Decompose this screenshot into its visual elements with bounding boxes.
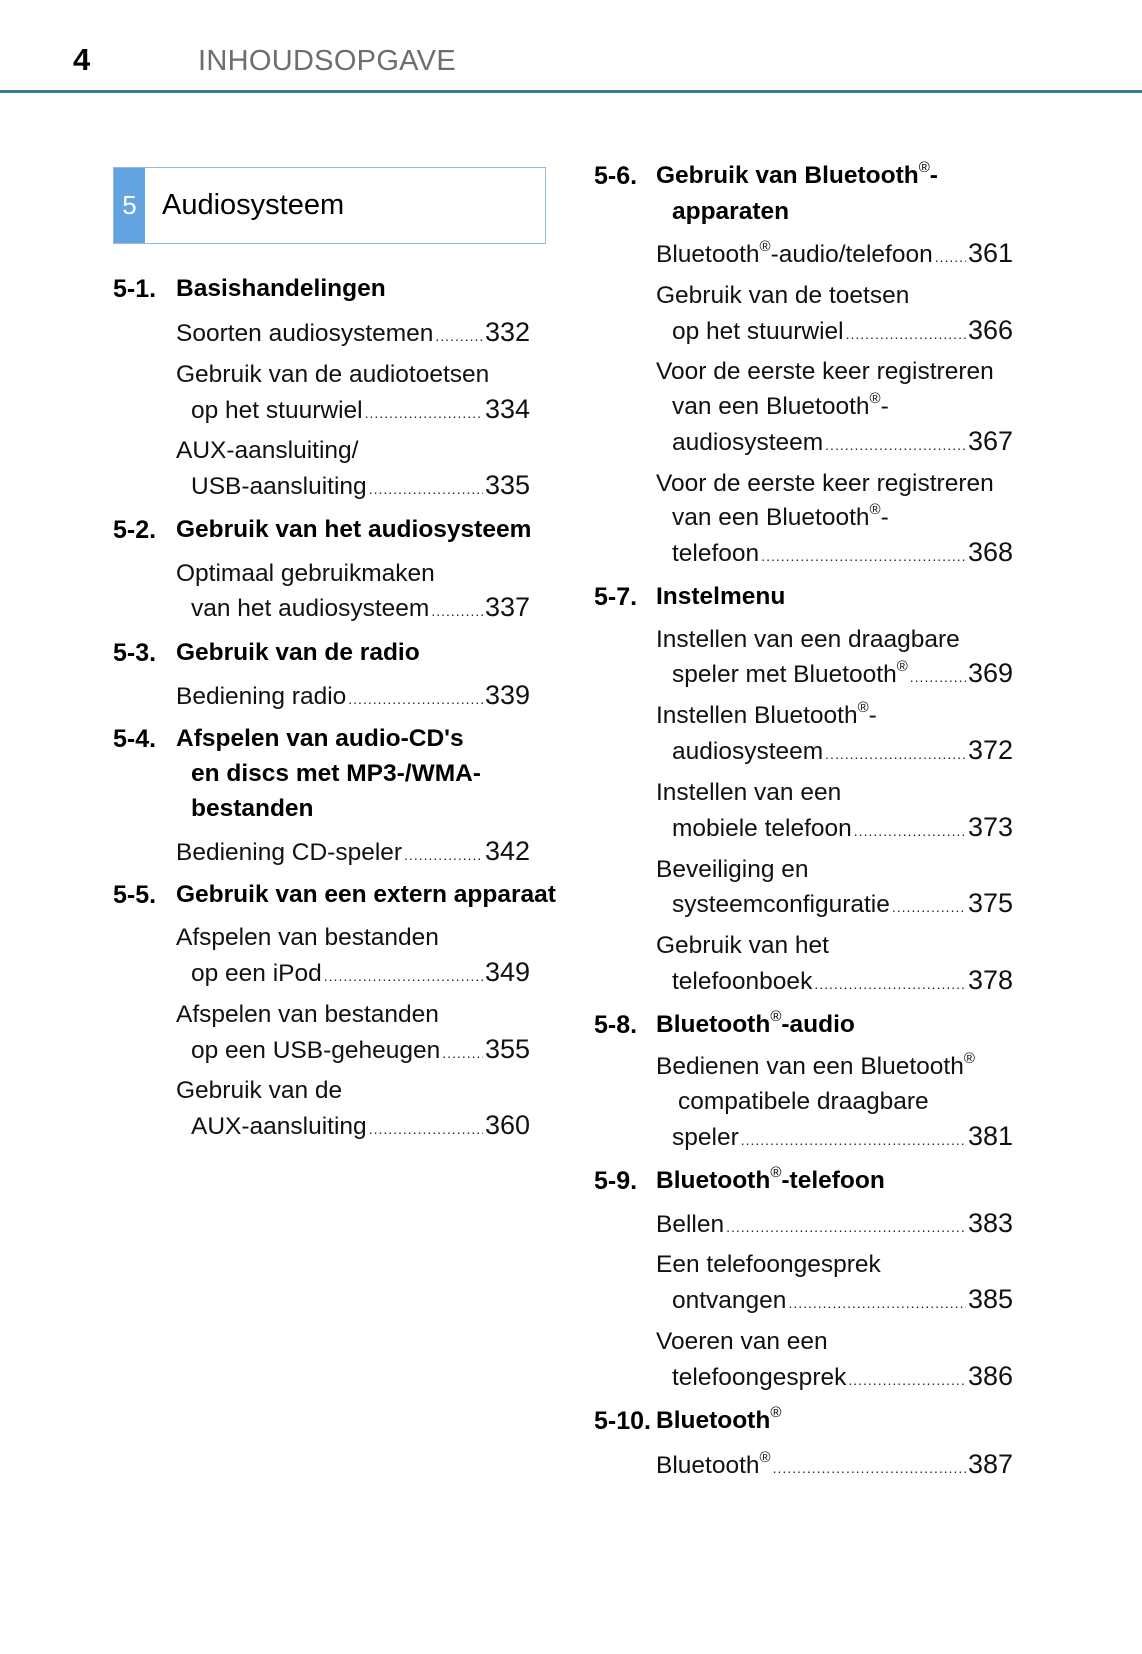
- toc-entry[interactable]: [176, 834, 530, 872]
- entry-text-continued: van een Bluetooth®-: [672, 501, 889, 531]
- entry-text: audiosysteem: [672, 429, 824, 456]
- entry-text: van het audiosysteem: [191, 595, 430, 622]
- leader-dots: [726, 1210, 966, 1244]
- header-rule: [0, 90, 1142, 93]
- entry-text: op het stuurwiel: [191, 397, 363, 424]
- entry-text: Bluetooth®: [656, 1449, 771, 1479]
- entry-text[interactable]: Voor de eerste keer registreren: [656, 470, 994, 497]
- section-number: 5-3.: [113, 639, 157, 667]
- title-text: Gebruik van Bluetooth: [656, 162, 919, 189]
- registered-mark: ®: [918, 159, 930, 176]
- entry-text[interactable]: Bedienen van een Bluetooth®: [656, 1050, 975, 1080]
- entry-text: ontvangen: [672, 1287, 787, 1314]
- section-number: 5-10.: [594, 1407, 651, 1435]
- page-ref: 372: [967, 735, 1013, 765]
- registered-mark: ®: [869, 501, 881, 518]
- toc-entry[interactable]: [672, 733, 1013, 771]
- page-ref: 385: [967, 1284, 1013, 1314]
- leader-dots: [741, 1123, 966, 1157]
- registered-mark: ®: [759, 1449, 771, 1466]
- entry-text[interactable]: Optimaal gebruikmaken: [176, 560, 435, 587]
- leader-dots: [825, 737, 966, 771]
- section-title[interactable]: Gebruik van een extern apparaat: [176, 881, 556, 908]
- leader-dots: [404, 838, 483, 872]
- entry-text[interactable]: Afspelen van bestanden: [176, 924, 439, 951]
- section-title-continued: en discs met MP3-/WMA-: [191, 760, 481, 787]
- chapter-heading-box: [113, 167, 546, 244]
- leader-dots: [442, 1036, 483, 1070]
- page-ref: 381: [967, 1121, 1013, 1151]
- page-ref: 369: [967, 658, 1013, 688]
- entry-text: USB-aansluiting: [191, 473, 367, 500]
- leader-dots: [892, 890, 966, 924]
- page-ref: 360: [484, 1110, 530, 1140]
- section-title[interactable]: Bluetooth®-telefoon: [656, 1164, 885, 1194]
- registered-mark: ®: [963, 1050, 975, 1067]
- toc-entry[interactable]: [191, 1032, 530, 1070]
- toc-entry[interactable]: [191, 392, 530, 430]
- page-ref: 387: [967, 1449, 1013, 1479]
- leader-dots: [935, 240, 966, 274]
- leader-dots: [761, 539, 966, 573]
- entry-text: Bellen: [656, 1211, 725, 1238]
- entry-text: Bediening CD-speler: [176, 839, 403, 866]
- entry-text[interactable]: Een telefoongesprek: [656, 1251, 881, 1278]
- section-title[interactable]: Bluetooth®-audio: [656, 1008, 855, 1038]
- toc-entry[interactable]: [672, 313, 1013, 351]
- section-title[interactable]: [656, 159, 938, 193]
- registered-mark: ®: [759, 238, 771, 255]
- entry-text: Soorten audiosystemen: [176, 320, 434, 347]
- entry-text: op een iPod: [191, 960, 322, 987]
- page-ref: 361: [967, 238, 1013, 268]
- toc-entry[interactable]: [176, 315, 530, 353]
- entry-text[interactable]: Voeren van een: [656, 1328, 828, 1355]
- page-ref: 367: [967, 426, 1013, 456]
- section-number: 5-2.: [113, 516, 157, 544]
- registered-mark: ®: [770, 1008, 782, 1025]
- page-number: 4: [73, 42, 91, 77]
- entry-text: mobiele telefoon: [672, 815, 852, 842]
- registered-mark: ®: [896, 658, 908, 675]
- page-ref: 378: [967, 965, 1013, 995]
- leader-dots: [910, 660, 966, 694]
- entry-text: telefoongesprek: [672, 1364, 847, 1391]
- leader-dots: [854, 814, 966, 848]
- section-title-continued: bestanden: [191, 795, 314, 822]
- section-number: 5-9.: [594, 1167, 638, 1195]
- entry-text[interactable]: Beveiliging en: [656, 856, 809, 883]
- section-number: 5-5.: [113, 881, 157, 909]
- leader-dots: [435, 319, 483, 353]
- entry-text[interactable]: Gebruik van het: [656, 932, 829, 959]
- entry-text: telefoonboek: [672, 968, 813, 995]
- section-title[interactable]: Basishandelingen: [176, 275, 386, 302]
- entry-text: Bluetooth®-audio/telefoon: [656, 238, 933, 268]
- section-title[interactable]: Gebruik van het audiosysteem: [176, 516, 532, 543]
- leader-dots: [365, 396, 483, 430]
- section-title[interactable]: Afspelen van audio-CD's: [176, 725, 464, 752]
- page-ref: 383: [967, 1208, 1013, 1238]
- page-ref: 335: [484, 470, 530, 500]
- entry-text[interactable]: Voor de eerste keer registreren: [656, 358, 994, 385]
- entry-text[interactable]: Gebruik van de toetsen: [656, 282, 910, 309]
- page-ref: 332: [484, 317, 530, 347]
- entry-text: AUX-aansluiting: [191, 1113, 367, 1140]
- entry-text[interactable]: Instellen Bluetooth®-: [656, 699, 877, 729]
- entry-text: op het stuurwiel: [672, 318, 844, 345]
- chapter-number-tab: 5: [114, 168, 145, 243]
- leader-dots: [848, 1363, 966, 1397]
- entry-text[interactable]: Gebruik van de audiotoetsen: [176, 361, 490, 388]
- entry-text[interactable]: Instellen van een: [656, 779, 842, 806]
- section-number: 5-1.: [113, 275, 157, 303]
- page-ref: 342: [484, 836, 530, 866]
- leader-dots: [788, 1286, 966, 1320]
- leader-dots: [324, 959, 483, 993]
- registered-mark: ®: [770, 1404, 782, 1421]
- page-ref: 334: [484, 394, 530, 424]
- leader-dots: [825, 428, 966, 462]
- section-title[interactable]: Instelmenu: [656, 583, 786, 610]
- section-title[interactable]: Gebruik van de radio: [176, 639, 420, 666]
- section-number: 5-4.: [113, 725, 157, 753]
- entry-text: telefoon: [672, 540, 760, 567]
- toc-entry[interactable]: [191, 590, 530, 628]
- leader-dots: [369, 472, 483, 506]
- chapter-title: Audiosysteem: [162, 189, 345, 221]
- section-number: 5-6.: [594, 162, 638, 190]
- page-ref: 373: [967, 812, 1013, 842]
- toc-entry[interactable]: [672, 1359, 1013, 1397]
- registered-mark: ®: [857, 699, 869, 716]
- toc-entry[interactable]: [672, 1119, 1013, 1157]
- toc-entry[interactable]: [176, 678, 530, 716]
- toc-entry[interactable]: [656, 1447, 1013, 1485]
- page-ref: 375: [967, 888, 1013, 918]
- entry-text: speler: [672, 1124, 739, 1151]
- toc-entry[interactable]: [672, 1282, 1013, 1320]
- section-number: 5-7.: [594, 583, 638, 611]
- leader-dots: [348, 682, 483, 716]
- entry-text[interactable]: Gebruik van de: [176, 1077, 343, 1104]
- page-ref: 349: [484, 957, 530, 987]
- entry-text[interactable]: Afspelen van bestanden: [176, 1001, 439, 1028]
- registered-mark: ®: [770, 1164, 782, 1181]
- entry-text: audiosysteem: [672, 738, 824, 765]
- entry-text: systeemconfiguratie: [672, 891, 890, 918]
- running-title: INHOUDSOPGAVE: [198, 45, 456, 77]
- entry-text: op een USB-geheugen: [191, 1037, 441, 1064]
- toc-entry[interactable]: [672, 886, 1013, 924]
- section-title-continued: apparaten: [672, 198, 790, 225]
- toc-entry[interactable]: [191, 468, 530, 506]
- toc-entry[interactable]: [656, 236, 1013, 274]
- entry-text-continued: compatibele draagbare: [678, 1088, 929, 1115]
- toc-entry[interactable]: [672, 963, 1013, 1001]
- toc-entry[interactable]: [672, 424, 1013, 462]
- page-ref: 355: [484, 1034, 530, 1064]
- entry-text[interactable]: AUX-aansluiting/: [176, 437, 359, 464]
- page-ref: 366: [967, 315, 1013, 345]
- page-ref: 339: [484, 680, 530, 710]
- leader-dots: [773, 1451, 966, 1485]
- page-ref: 386: [967, 1361, 1013, 1391]
- entry-text-continued: van een Bluetooth®-: [672, 390, 889, 420]
- section-title[interactable]: Bluetooth®: [656, 1404, 782, 1434]
- page-ref: 337: [484, 592, 530, 622]
- registered-mark: ®: [869, 390, 881, 407]
- entry-text[interactable]: Instellen van een draagbare: [656, 626, 960, 653]
- toc-entry[interactable]: [672, 656, 1013, 694]
- leader-dots: [369, 1112, 483, 1146]
- leader-dots: [846, 317, 966, 351]
- toc-entry[interactable]: [672, 535, 1013, 573]
- toc-entry[interactable]: [191, 955, 530, 993]
- toc-entry[interactable]: [656, 1206, 1013, 1244]
- entry-text: speler met Bluetooth®: [672, 658, 908, 688]
- section-number: 5-8.: [594, 1011, 638, 1039]
- title-text: -: [929, 162, 938, 189]
- leader-dots: [814, 967, 966, 1001]
- toc-entry[interactable]: [191, 1108, 530, 1146]
- toc-entry[interactable]: [672, 810, 1013, 848]
- entry-text: Bediening radio: [176, 683, 347, 710]
- leader-dots: [431, 594, 483, 628]
- page-ref: 368: [967, 537, 1013, 567]
